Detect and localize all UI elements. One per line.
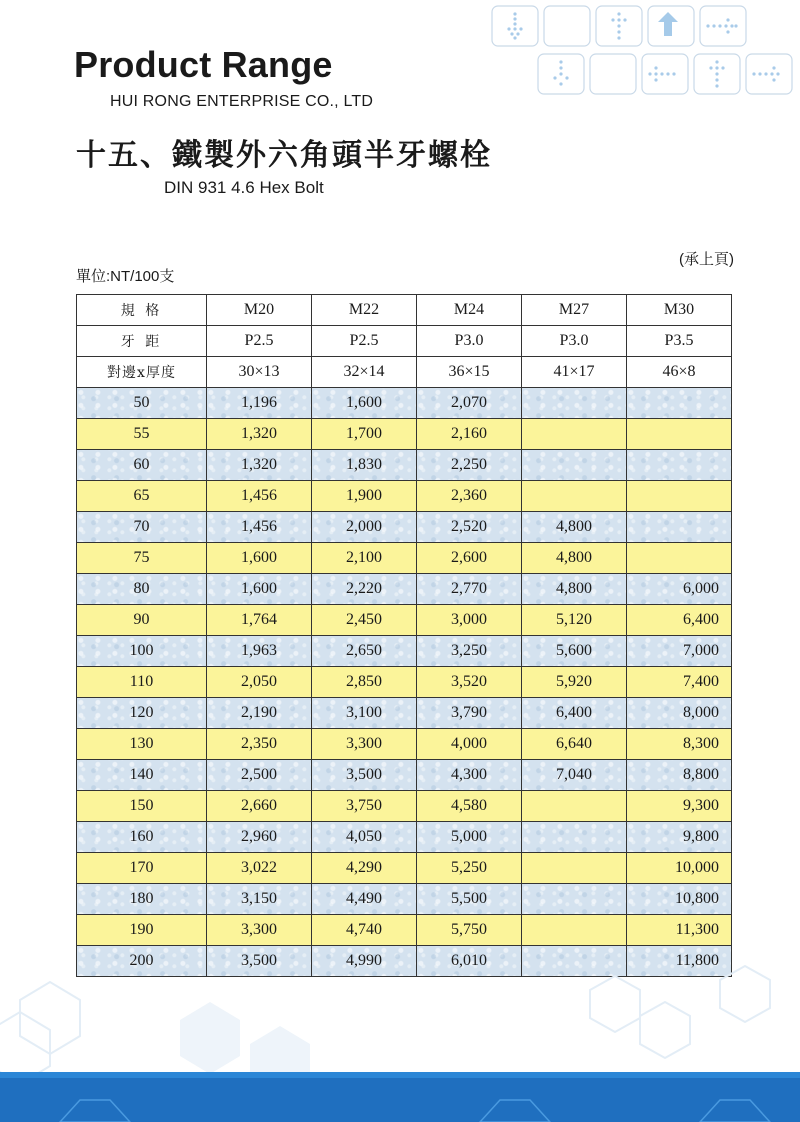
price-cell: 5,120 [522, 605, 627, 636]
price-cell: 2,450 [312, 605, 417, 636]
section-title-english: DIN 931 4.6 Hex Bolt [164, 178, 324, 197]
price-cell: 6,010 [417, 946, 522, 977]
spec-cell: M27 [522, 295, 627, 326]
table-row [77, 884, 732, 915]
price-cell: 2,500 [207, 760, 312, 791]
price-cell [522, 419, 627, 450]
price-cell: 1,320 [207, 419, 312, 450]
price-cell: 5,000 [417, 822, 522, 853]
price-cell: 7,000 [627, 636, 732, 667]
price-cell: 5,920 [522, 667, 627, 698]
length-cell: 75 [77, 543, 207, 574]
spec-cell: M24 [417, 295, 522, 326]
price-cell: 8,300 [627, 729, 732, 760]
section-title-chinese: 十五、鐵製外六角頭半牙螺栓 [76, 138, 492, 173]
price-cell: 4,290 [312, 853, 417, 884]
company-name: HUI RONG ENTERPRISE CO., LTD [110, 93, 374, 110]
price-cell [522, 388, 627, 419]
price-cell: 4,990 [312, 946, 417, 977]
price-cell: 8,000 [627, 698, 732, 729]
price-cell: 3,790 [417, 698, 522, 729]
price-cell: 11,800 [627, 946, 732, 977]
price-cell: 1,900 [312, 481, 417, 512]
price-cell: 2,160 [417, 419, 522, 450]
spec-cell: M30 [627, 295, 732, 326]
price-cell: 7,040 [522, 760, 627, 791]
length-cell: 190 [77, 915, 207, 946]
length-cell: 55 [77, 419, 207, 450]
price-cell: 9,300 [627, 791, 732, 822]
table-row [77, 481, 732, 512]
price-cell: 5,600 [522, 636, 627, 667]
price-cell: 2,360 [417, 481, 522, 512]
length-cell: 160 [77, 822, 207, 853]
price-cell: 5,750 [417, 915, 522, 946]
table-row [77, 760, 732, 791]
price-cell: 4,050 [312, 822, 417, 853]
price-cell: 3,300 [312, 729, 417, 760]
price-cell: 9,800 [627, 822, 732, 853]
length-cell: 70 [77, 512, 207, 543]
table-row [77, 698, 732, 729]
table-row [77, 853, 732, 884]
unit-label: 單位:NT/100支 [76, 268, 175, 285]
price-cell: 3,000 [417, 605, 522, 636]
size-cell: 46×8 [627, 357, 732, 388]
price-cell: 2,070 [417, 388, 522, 419]
price-cell: 4,300 [417, 760, 522, 791]
price-cell: 3,250 [417, 636, 522, 667]
table-row [77, 450, 732, 481]
price-cell: 1,320 [207, 450, 312, 481]
pitch-cell: P3.5 [627, 326, 732, 357]
table-row [77, 419, 732, 450]
price-cell [627, 481, 732, 512]
size-label: 對邊x厚度 [77, 357, 207, 388]
price-cell: 1,700 [312, 419, 417, 450]
length-cell: 60 [77, 450, 207, 481]
price-cell [627, 543, 732, 574]
price-cell [522, 822, 627, 853]
length-cell: 65 [77, 481, 207, 512]
price-cell: 3,520 [417, 667, 522, 698]
price-cell [627, 388, 732, 419]
price-cell: 2,050 [207, 667, 312, 698]
price-cell [522, 450, 627, 481]
price-cell: 1,600 [207, 543, 312, 574]
length-cell: 50 [77, 388, 207, 419]
price-cell: 4,740 [312, 915, 417, 946]
price-cell [627, 419, 732, 450]
spec-row [77, 295, 732, 326]
table-row [77, 729, 732, 760]
length-cell: 110 [77, 667, 207, 698]
continued-note: (承上頁) [679, 251, 734, 268]
price-cell: 2,650 [312, 636, 417, 667]
table-row [77, 791, 732, 822]
price-cell: 2,960 [207, 822, 312, 853]
table-row [77, 543, 732, 574]
price-cell: 8,800 [627, 760, 732, 791]
table-row [77, 388, 732, 419]
price-cell [522, 853, 627, 884]
price-cell: 6,000 [627, 574, 732, 605]
price-cell: 2,660 [207, 791, 312, 822]
price-cell: 3,500 [312, 760, 417, 791]
length-cell: 140 [77, 760, 207, 791]
length-cell: 150 [77, 791, 207, 822]
price-cell: 10,000 [627, 853, 732, 884]
pitch-cell: P3.0 [522, 326, 627, 357]
price-cell: 7,400 [627, 667, 732, 698]
price-cell: 4,000 [417, 729, 522, 760]
price-cell: 1,456 [207, 512, 312, 543]
length-cell: 130 [77, 729, 207, 760]
table-row [77, 915, 732, 946]
price-cell: 3,300 [207, 915, 312, 946]
price-cell: 1,963 [207, 636, 312, 667]
price-cell: 6,400 [522, 698, 627, 729]
price-cell: 4,800 [522, 543, 627, 574]
price-cell: 2,000 [312, 512, 417, 543]
pitch-row [77, 326, 732, 357]
price-cell [522, 884, 627, 915]
price-table-body [77, 295, 732, 977]
price-cell [522, 915, 627, 946]
length-cell: 180 [77, 884, 207, 915]
page-title: Product Range [74, 44, 333, 85]
spec-cell: M20 [207, 295, 312, 326]
price-cell: 2,220 [312, 574, 417, 605]
price-cell: 3,022 [207, 853, 312, 884]
price-cell [627, 512, 732, 543]
table-row [77, 574, 732, 605]
table-row [77, 667, 732, 698]
price-cell: 10,800 [627, 884, 732, 915]
size-cell: 41×17 [522, 357, 627, 388]
spec-cell: M22 [312, 295, 417, 326]
price-table [76, 294, 732, 977]
spec-label: 規 格 [77, 295, 207, 326]
price-cell: 2,770 [417, 574, 522, 605]
length-cell: 100 [77, 636, 207, 667]
price-cell: 2,190 [207, 698, 312, 729]
price-cell [522, 791, 627, 822]
price-cell: 4,580 [417, 791, 522, 822]
price-cell [522, 481, 627, 512]
hexagon-footer-decoration [0, 960, 800, 1122]
price-cell: 1,196 [207, 388, 312, 419]
price-cell: 2,600 [417, 543, 522, 574]
price-cell: 5,250 [417, 853, 522, 884]
price-cell: 1,764 [207, 605, 312, 636]
pitch-cell: P2.5 [207, 326, 312, 357]
size-row [77, 357, 732, 388]
price-cell: 3,500 [207, 946, 312, 977]
size-cell: 36×15 [417, 357, 522, 388]
table-row [77, 822, 732, 853]
price-cell: 5,500 [417, 884, 522, 915]
length-cell: 200 [77, 946, 207, 977]
price-cell: 6,400 [627, 605, 732, 636]
price-cell: 1,600 [312, 388, 417, 419]
size-cell: 30×13 [207, 357, 312, 388]
length-cell: 80 [77, 574, 207, 605]
price-cell: 2,850 [312, 667, 417, 698]
pitch-label: 牙 距 [77, 326, 207, 357]
table-row [77, 512, 732, 543]
price-cell: 2,520 [417, 512, 522, 543]
table-row [77, 636, 732, 667]
price-cell: 4,490 [312, 884, 417, 915]
table-row [77, 605, 732, 636]
price-cell: 11,300 [627, 915, 732, 946]
price-cell: 3,150 [207, 884, 312, 915]
price-cell: 4,800 [522, 574, 627, 605]
arrow-tiles-decoration [488, 0, 800, 100]
length-cell: 90 [77, 605, 207, 636]
price-cell: 1,600 [207, 574, 312, 605]
price-cell [627, 450, 732, 481]
price-cell: 4,800 [522, 512, 627, 543]
length-cell: 120 [77, 698, 207, 729]
price-cell: 1,456 [207, 481, 312, 512]
price-cell: 3,100 [312, 698, 417, 729]
price-cell: 3,750 [312, 791, 417, 822]
price-cell: 2,250 [417, 450, 522, 481]
price-cell: 6,640 [522, 729, 627, 760]
length-cell: 170 [77, 853, 207, 884]
pitch-cell: P2.5 [312, 326, 417, 357]
size-cell: 32×14 [312, 357, 417, 388]
price-cell: 2,350 [207, 729, 312, 760]
price-cell: 1,830 [312, 450, 417, 481]
price-cell: 2,100 [312, 543, 417, 574]
pitch-cell: P3.0 [417, 326, 522, 357]
